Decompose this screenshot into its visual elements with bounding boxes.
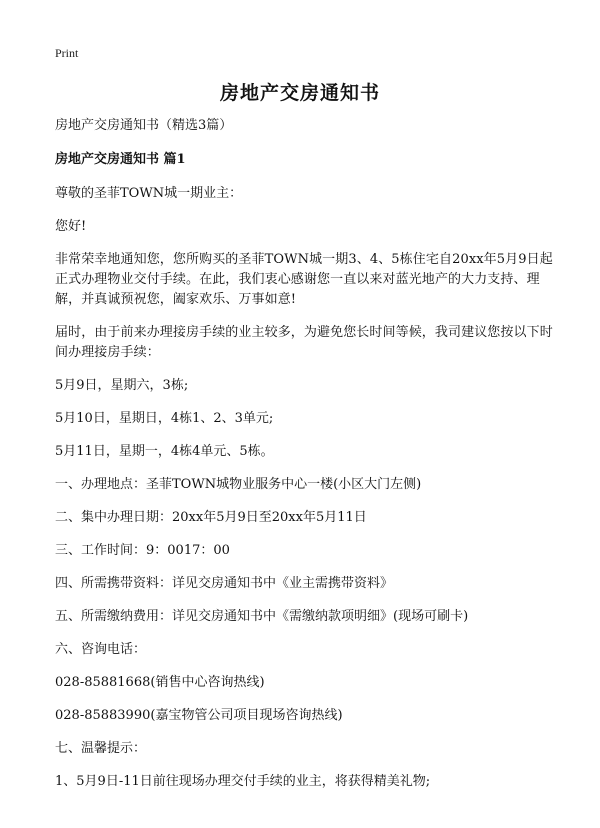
schedule-item-3: 5月11日，星期一，4栋4单元、5栋。 xyxy=(55,444,274,459)
phone-property: 028-85883990(嘉宝物管公司项目现场咨询热线) xyxy=(55,708,343,723)
tips-heading: 七、温馨提示： xyxy=(55,741,147,756)
section-heading: 房地产交房通知书 篇1 xyxy=(55,152,186,167)
hours-line: 三、工作时间：9：0017：00 xyxy=(55,543,230,558)
document-subtitle: 房地产交房通知书（精选3篇） xyxy=(55,118,233,133)
schedule-item-2: 5月10日，星期日，4栋1、2、3单元; xyxy=(55,411,274,426)
location-line: 一、办理地点：圣菲TOWN城物业服务中心一楼(小区大门左侧) xyxy=(55,477,422,492)
contact-heading: 六、咨询电话： xyxy=(55,642,147,657)
materials-line: 四、所需携带资料：详见交房通知书中《业主需携带资料》 xyxy=(55,576,394,591)
document-title: 房地产交房通知书 xyxy=(219,82,380,104)
schedule-item-1: 5月9日，星期六，3栋; xyxy=(55,378,189,393)
document-body xyxy=(55,116,555,805)
phone-sales: 028-85881668(销售中心咨询热线) xyxy=(55,675,265,690)
fees-line: 五、所需缴纳费用：详见交房通知书中《需缴纳款项明细》(现场可刷卡) xyxy=(55,609,469,624)
schedule-intro-paragraph: 届时，由于前来办理接房手续的业主较多，为避免您长时间等候，我司建议您按以下时间办理接房手续： xyxy=(55,325,553,360)
tip-item-1: 1、5月9日-11日前往现场办理交付手续的业主，将获得精美礼物; xyxy=(55,774,431,789)
print-link[interactable]: Print xyxy=(55,46,79,60)
dates-line: 二、集中办理日期：20xx年5月9日至20xx年5月11日 xyxy=(55,510,367,525)
salutation: 您好! xyxy=(55,219,87,234)
notice-paragraph: 非常荣幸地通知您，您所购买的圣菲TOWN城一期3、4、5栋住宅自20xx年5月9日起正式办理物业交付手续。在此，我们衷心感谢您一直以来对蓝光地产的大力支持、理解，并真诚预祝您，阖家欢乐、万事如意! xyxy=(55,252,553,307)
greeting-line: 尊敬的圣菲TOWN城一期业主： xyxy=(55,186,243,201)
